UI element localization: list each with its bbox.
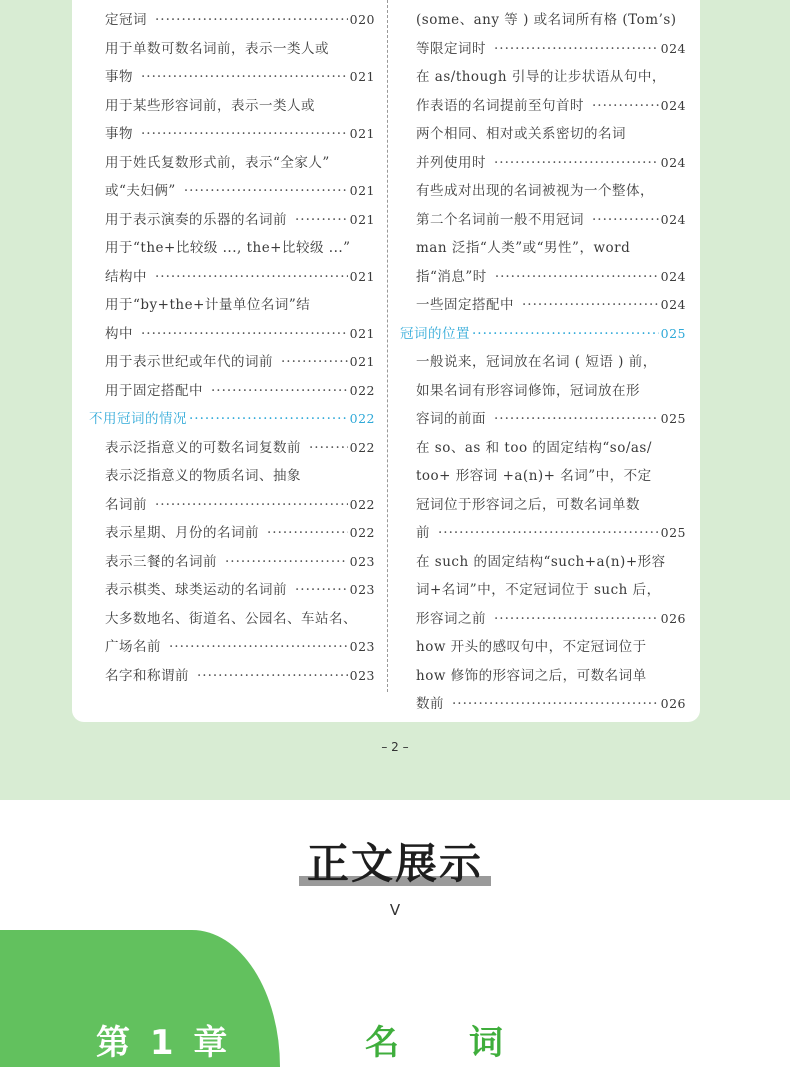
toc-entry (105, 491, 375, 520)
toc-leader-dots (494, 35, 659, 64)
toc-leader-dots (197, 662, 348, 691)
toc-page-number: 024 (660, 154, 686, 170)
toc-entry-text: 用于姓氏复数形式前，表示“全家人” (105, 154, 330, 171)
toc-entry-text: 大多数地名、街道名、公园名、车站名、 (105, 610, 357, 627)
heading-text: 正文展示 (306, 839, 483, 888)
toc-section-heading (89, 405, 375, 434)
toc-leader-dots (141, 120, 348, 149)
toc-entry (416, 377, 686, 406)
toc-entry (416, 234, 686, 263)
toc-entry (416, 120, 686, 149)
toc-leader-dots (495, 263, 659, 292)
toc-page-number: 023 (349, 639, 375, 654)
toc-entry (416, 462, 686, 491)
toc-page-number: 021 (349, 354, 375, 369)
toc-leader-dots (184, 177, 348, 206)
toc-page-number: 026 (660, 610, 686, 626)
toc-entry (416, 63, 686, 92)
toc-page-number: 024 (660, 211, 686, 227)
toc-page-number: 025 (660, 325, 686, 341)
toc-entry (416, 35, 686, 64)
toc-entry-text: 词+名词”中，不定冠词位于 such 后， (416, 582, 661, 598)
toc-page-number: 023 (349, 582, 375, 597)
toc-entry (416, 519, 686, 548)
toc-entry-text: 一般说来，冠词放在名词 ( 短语 ) 前， (416, 354, 657, 370)
toc-page-number: 020 (349, 12, 375, 27)
toc-section-heading (400, 320, 686, 349)
toc-leader-dots (592, 92, 659, 121)
toc-leader-dots (438, 519, 659, 548)
chapter-label: 第 1 章 (96, 1023, 232, 1063)
toc-entry-text: 名词前 (105, 496, 147, 513)
toc-entry (416, 177, 686, 206)
toc-right-column (400, 6, 686, 719)
chapter-title: 名词 (365, 1023, 573, 1063)
toc-entry (105, 263, 375, 292)
toc-page-number: 021 (349, 211, 375, 227)
toc-entry-text: man 泛指“人类”或“男性”，word (416, 240, 631, 256)
toc-entry-text: 或“夫妇俩” (105, 183, 176, 199)
page-number: – 2 – (381, 740, 409, 754)
toc-entry (105, 291, 375, 320)
toc-page-number: 021 (349, 268, 375, 284)
toc-entry (105, 633, 375, 662)
toc-leader-dots (155, 263, 348, 292)
toc-leader-dots (494, 605, 659, 634)
toc-entry-text: 作表语的名词提前至句首时 (416, 97, 584, 114)
toc-entry-text: 有些成对出现的名词被视为一个整体， (416, 183, 654, 199)
toc-entry-text: 用于单数可数名词前，表示一类人或 (105, 40, 329, 57)
toc-entry-text: 名字和称谓前 (105, 667, 189, 684)
toc-entry-text: 第二个名词前一般不用冠词 (416, 211, 584, 228)
toc-entry-text: 形容词之前 (416, 610, 486, 627)
toc-entry-text: 构中 (105, 325, 133, 342)
toc-entry (105, 548, 375, 577)
toc-entry (416, 434, 686, 463)
toc-entry (105, 519, 375, 548)
toc-entry (416, 690, 686, 719)
toc-page-number: 021 (349, 126, 375, 141)
toc-entry (105, 120, 375, 149)
toc-page-number: 024 (660, 97, 686, 113)
toc-entry (105, 662, 375, 691)
toc-entry-text: 定冠词 (105, 12, 147, 28)
toc-entry (416, 92, 686, 121)
section-heading (307, 838, 483, 890)
toc-page-number: 022 (349, 496, 375, 512)
toc-page-number: 026 (660, 696, 686, 711)
toc-entry-text: 前 (416, 525, 430, 541)
toc-entry (416, 206, 686, 235)
toc-entry-text: 在 so、as 和 too 的固定结构“so/as/ (416, 439, 652, 456)
toc-entry (416, 291, 686, 320)
toc-entry-text: (some、any 等 ) 或名词所有格 (Tom’s) (416, 12, 677, 28)
toc-entry (416, 548, 686, 577)
toc-leader-dots (189, 405, 348, 434)
toc-entry-text: 在 as/though 引导的让步状语从句中， (416, 69, 666, 85)
toc-entry-text: 用于“by+the+计量单位名词”结 (105, 297, 311, 313)
toc-leader-dots (211, 377, 348, 406)
toc-entry-text: 两个相同、相对或关系密切的名词 (416, 126, 626, 142)
toc-entry-text: 事物 (105, 69, 133, 85)
toc-entry-text: 广场名前 (105, 639, 161, 655)
toc-entry-text: 如果名词有形容词修饰，冠词放在形 (416, 382, 640, 399)
toc-entry-text: 用于某些形容词前，表示一类人或 (105, 97, 315, 114)
toc-entry-text: too+ 形容词 +a(n)+ 名词”中，不定 (416, 468, 652, 484)
toc-page-number: 023 (349, 667, 375, 683)
toc-entry (416, 576, 686, 605)
toc-leader-dots (592, 206, 659, 235)
toc-entry-text: 在 such 的固定结构“such+a(n)+形容 (416, 553, 666, 570)
toc-entry (416, 633, 686, 662)
toc-entry-text: 用于表示世纪或年代的词前 (105, 354, 273, 370)
toc-entry-text: 数前 (416, 696, 444, 712)
toc-leader-dots (155, 6, 348, 35)
toc-page-number: 024 (660, 268, 686, 284)
toc-entry (105, 63, 375, 92)
toc-entry-text: 并列使用时 (416, 154, 486, 171)
toc-entry-text: 冠词位于形容词之后，可数名词单数 (416, 496, 640, 513)
heading-wrap (0, 838, 790, 890)
toc-entry-text: 容词的前面 (416, 411, 486, 427)
toc-entry-text: 结构中 (105, 268, 147, 285)
toc-entry (105, 6, 375, 35)
toc-page-number: 021 (349, 325, 375, 341)
toc-entry-text: 表示星期、月份的名词前 (105, 525, 259, 541)
chevron-down-icon: V (389, 901, 401, 919)
toc-entry (416, 263, 686, 292)
toc-entry (105, 434, 375, 463)
toc-entry (105, 320, 375, 349)
toc-entry-text: 冠词的位置 (400, 325, 470, 342)
toc-leader-dots (494, 405, 659, 434)
toc-page-number: 024 (660, 297, 686, 312)
toc-entry (105, 35, 375, 64)
toc-page-number: 023 (349, 553, 375, 569)
toc-entry (105, 177, 375, 206)
toc-entry (416, 149, 686, 178)
toc-page-number: 025 (660, 525, 686, 540)
toc-page-number: 022 (349, 382, 375, 398)
toc-page-number: 025 (660, 411, 686, 426)
toc-leader-dots (225, 548, 348, 577)
toc-leader-dots (141, 63, 348, 92)
toc-entry-text: 表示泛指意义的物质名词、抽象 (105, 468, 301, 484)
toc-entry (105, 149, 375, 178)
toc-entry-text: how 修饰的形容词之后，可数名词单 (416, 667, 647, 684)
toc-leader-dots (295, 576, 348, 605)
toc-leader-dots (169, 633, 348, 662)
toc-entry (416, 605, 686, 634)
toc-leader-dots (141, 320, 348, 349)
toc-page-number: 024 (660, 40, 686, 56)
toc-entry-text: 用于“the+比较级 ..., the+比较级 ...” (105, 240, 351, 256)
toc-page-number: 021 (349, 69, 375, 84)
toc-leader-dots (295, 206, 348, 235)
toc-entry (416, 348, 686, 377)
toc-entry-text: 表示三餐的名词前 (105, 553, 217, 570)
toc-entry (416, 662, 686, 691)
toc-entry (416, 6, 686, 35)
toc-entry (105, 348, 375, 377)
toc-page-number: 022 (349, 411, 375, 426)
toc-entry-text: 表示棋类、球类运动的名词前 (105, 582, 287, 598)
toc-leader-dots (155, 491, 348, 520)
toc-entry (105, 377, 375, 406)
toc-page-number: 022 (349, 525, 375, 540)
toc-entry-text: 事物 (105, 126, 133, 142)
toc-left-column (89, 6, 375, 690)
toc-leader-dots (472, 320, 659, 349)
toc-entry (105, 605, 375, 634)
toc-leader-dots (309, 434, 348, 463)
toc-page-number: 022 (349, 439, 375, 455)
toc-leader-dots (281, 348, 348, 377)
toc-entry-text: 表示泛指意义的可数名词复数前 (105, 439, 301, 456)
toc-entry-text: 不用冠词的情况 (89, 411, 187, 427)
toc-leader-dots (452, 690, 659, 719)
toc-entry-text: how 开头的感叹句中，不定冠词位于 (416, 639, 647, 655)
toc-entry-text: 用于固定搭配中 (105, 382, 203, 399)
toc-entry (105, 92, 375, 121)
toc-leader-dots (522, 291, 659, 320)
toc-entry (416, 491, 686, 520)
toc-entry (416, 405, 686, 434)
toc-page-number: 021 (349, 183, 375, 198)
toc-entry (105, 206, 375, 235)
toc-entry (105, 234, 375, 263)
toc-entry-text: 指“消息”时 (416, 268, 487, 285)
toc-entry-text: 等限定词时 (416, 40, 486, 57)
toc-entry (105, 462, 375, 491)
toc-leader-dots (494, 149, 659, 178)
column-divider (387, 0, 388, 692)
toc-entry-text: 用于表示演奏的乐器的名词前 (105, 211, 287, 228)
toc-entry-text: 一些固定搭配中 (416, 297, 514, 313)
toc-leader-dots (267, 519, 348, 548)
toc-entry (105, 576, 375, 605)
